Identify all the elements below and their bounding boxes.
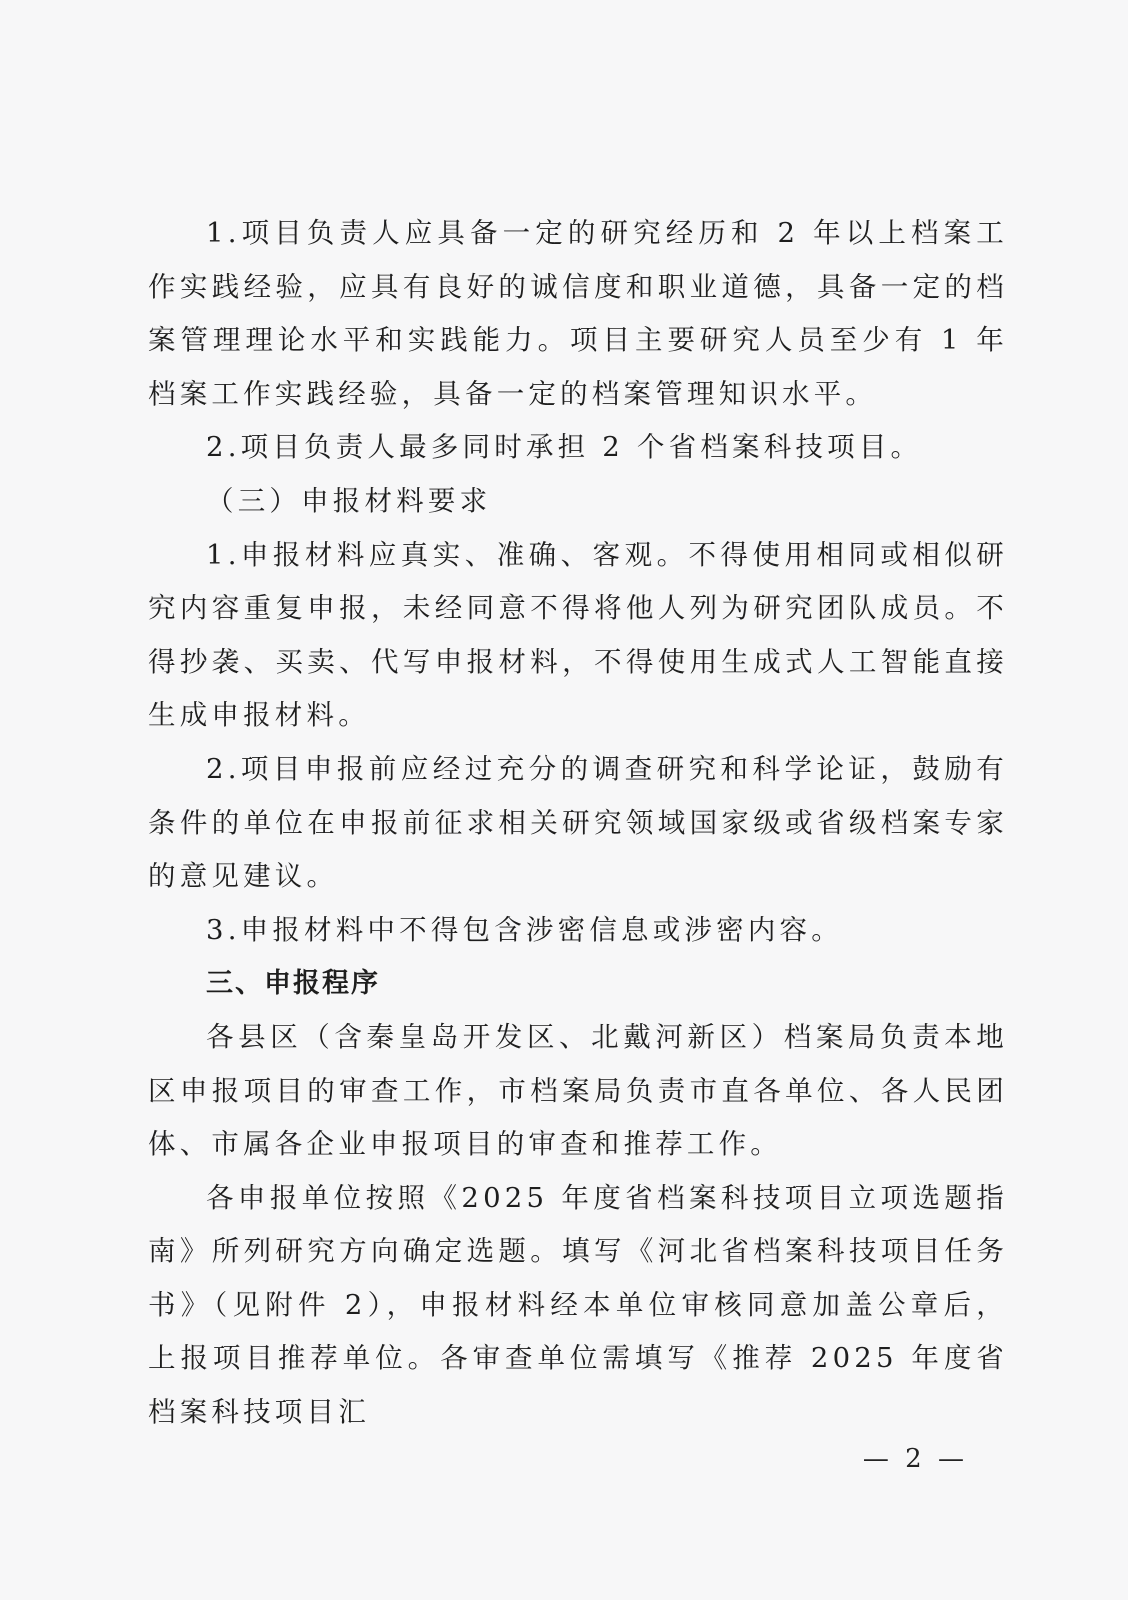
- paragraph-materials-3: 3.申报材料中不得包含涉密信息或涉密内容。: [206, 913, 843, 946]
- paragraph-requirement-2: 2.项目负责人最多同时承担 2 个省档案科技项目。: [206, 431, 923, 464]
- paragraph-procedure-2: 各申报单位按照《2025 年度省档案科技项目立项选题指南》所列研究方向确定选题。填写《河北省档案科技项目任务书》（见附件 2），申报材料经本单位审核同意加盖公章后，上报项目推荐单位。各审查单位需填写《推荐 2025 年度省档案科技项目汇: [148, 1181, 1008, 1429]
- section-heading-materials: （三）申报材料要求: [206, 484, 492, 517]
- paragraph-procedure-1: 各县区（含秦皇岛开发区、北戴河新区）档案局负责本地区申报项目的审查工作，市档案局负责市直各单位、各人民团体、市属各企业申报项目的审查和推荐工作。: [148, 1020, 1008, 1161]
- document-body: [148, 207, 1008, 1440]
- page-number: — 2 —: [862, 1444, 968, 1474]
- section-heading-procedure: 三、申报程序: [206, 968, 380, 1000]
- paragraph-requirement-1: 1.项目负责人应具备一定的研究经历和 2 年以上档案工作实践经验，应具有良好的诚信度和职业道德，具备一定的档案管理理论水平和实践能力。项目主要研究人员至少有 1 年档案工作实践经验，具备一定的档案管理知识水平。: [148, 217, 1008, 410]
- paragraph-materials-1: 1.申报材料应真实、准确、客观。不得使用相同或相似研究内容重复申报，未经同意不得将他人列为研究团队成员。不得抄袭、买卖、代写申报材料，不得使用生成式人工智能直接生成申报材料。: [148, 538, 1008, 732]
- paragraph-materials-2: 2.项目申报前应经过充分的调查研究和科学论证，鼓励有条件的单位在申报前征求相关研究领域国家级或省级档案专家的意见建议。: [148, 752, 1008, 893]
